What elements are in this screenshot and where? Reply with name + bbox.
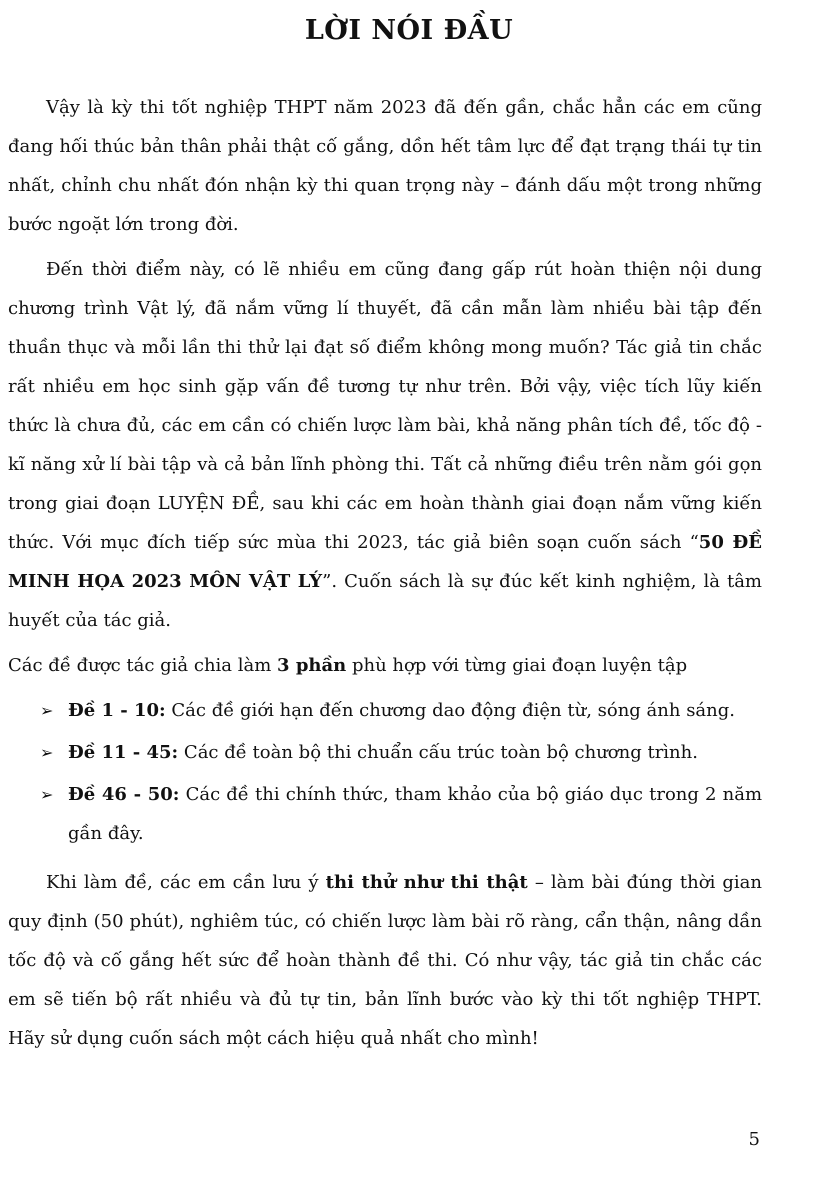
page-number: 5 <box>748 1129 760 1150</box>
list-item <box>8 733 762 772</box>
parts-list <box>8 691 762 853</box>
arrowhead-bullet-icon: ➢ <box>40 701 54 720</box>
main-paragraph-end: ”. Cuốn sách là sự đúc kết kinh nghiệm, là tâm huyết của tác giả. <box>8 571 762 631</box>
parts-intro-end: phù hợp với từng giai đoạn luyện tập <box>346 655 688 676</box>
list-item <box>8 691 762 730</box>
list-item-text: Các đề thi chính thức, tham khảo của bộ giáo dục trong 2 năm gần đây. <box>68 784 763 844</box>
closing-paragraph <box>8 863 762 1058</box>
closing-paragraph-end: – làm bài đúng thời gian quy định (50 phút), nghiêm túc, có chiến lược làm bài rõ ràng, cẩn thận, nâng dần tốc độ và cố gắng hết sức để hoàn thành đề thi. Có như vậy, tác giả tin chắc các em sẽ tiến bộ rất nhiều và đủ tự tin, bản lĩnh bước vào kỳ thi tốt nghiệp THPT. Hãy sử dụng cuốn sách một cách hiệu quả nhất cho mình! <box>8 872 762 1049</box>
list-item-label: Đề 11 - 45: <box>68 742 179 763</box>
main-paragraph <box>8 250 762 640</box>
main-paragraph-text: Đến thời điểm này, có lẽ nhiều em cũng đang gấp rút hoàn thiện nội dung chương trình Vật lý, đã nắm vững lí thuyết, đã cần mẫn làm nhiều bài tập đến thuần thục và mỗi lần thi thử lại đạt số điểm không mong muốn? Tác giả tin chắc rất nhiều em học sinh gặp vấn đề tương tự như trên. Bởi vậy, việc tích lũy kiến thức là chưa đủ, các em cần có chiến lược làm bài, khả năng phân tích đề, tốc độ - kĩ năng xử lí bài tập và cả bản lĩnh phòng thi. Tất cả những điều trên nằm gói gọn trong giai đoạn LUYỆN ĐỀ, sau khi các em hoàn thành giai đoạn nắm vững kiến thức. Với mục đích tiếp sức mùa thi 2023, tác giả biên soạn cuốn sách “ <box>8 259 762 553</box>
parts-intro-paragraph <box>8 646 762 685</box>
parts-intro-text: Các đề được tác giả chia làm <box>8 655 278 676</box>
intro-paragraph: Vậy là kỳ thi tốt nghiệp THPT năm 2023 đã đến gần, chắc hẳn các em cũng đang hối thúc bản thân phải thật cố gắng, dồn hết tâm lực để đạt trạng thái tự tin nhất, chỉnh chu nhất đón nhận kỳ thi quan trọng này – đánh dấu một trong những bước ngoặt lớn trong đời. <box>8 97 762 235</box>
list-item-text: Các đề toàn bộ thi chuẩn cấu trúc toàn bộ chương trình. <box>178 742 698 763</box>
list-item-label: Đề 46 - 50: <box>68 784 180 805</box>
arrowhead-bullet-icon: ➢ <box>40 785 54 804</box>
list-item <box>8 775 762 853</box>
parts-count: 3 phần <box>277 655 347 676</box>
page-title: LỜI NÓI ĐẦU <box>304 15 514 46</box>
list-item-label: Đề 1 - 10: <box>68 700 166 721</box>
book-title: 50 ĐỀ MINH HỌA 2023 MÔN VẬT LÝ <box>8 532 762 592</box>
list-item-text: Các đề giới hạn đến chương dao động điện từ, sóng ánh sáng. <box>165 700 735 721</box>
document-body <box>8 88 762 1064</box>
arrowhead-bullet-icon: ➢ <box>40 743 54 762</box>
closing-paragraph-text: Khi làm đề, các em cần lưu ý <box>46 872 326 893</box>
closing-emphasis: thi thử như thi thật <box>325 872 528 893</box>
